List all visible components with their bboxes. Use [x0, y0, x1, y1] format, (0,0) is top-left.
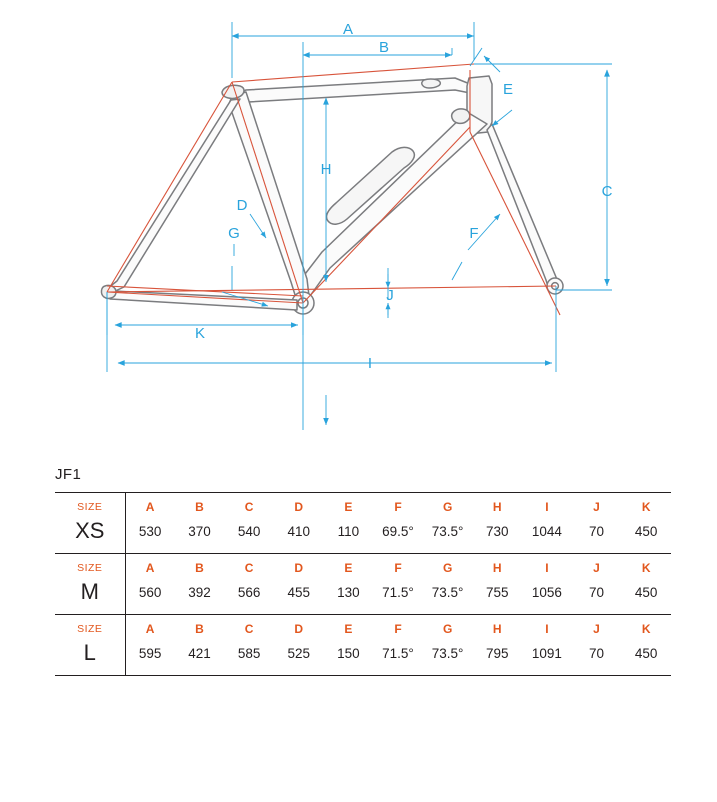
header-col-b: B	[195, 500, 204, 514]
cell-a: 595	[138, 646, 162, 661]
label-K: K	[194, 325, 206, 342]
header-col-i: I	[545, 622, 549, 636]
header-col-f: F	[394, 561, 402, 575]
label-I: I	[367, 355, 373, 372]
frame-outline	[101, 76, 563, 314]
cell-i: 1044	[531, 524, 562, 539]
cell-k: 450	[634, 524, 658, 539]
header-col-g: G	[442, 500, 453, 514]
header-col-d: D	[294, 500, 304, 514]
label-F: F	[469, 225, 479, 242]
size-value: M	[55, 578, 125, 614]
header-col-d: D	[294, 561, 304, 575]
header-col-h: H	[492, 561, 502, 575]
header-col-i: I	[545, 561, 549, 575]
header-col-b: B	[195, 622, 204, 636]
header-col-e: E	[344, 561, 353, 575]
header-col-j: J	[593, 622, 600, 636]
table-row	[55, 517, 671, 553]
label-A: A	[342, 21, 354, 38]
cell-a: 560	[138, 585, 162, 600]
cell-e: 130	[337, 585, 360, 600]
page-title: JF1	[55, 466, 82, 483]
cell-f: 69.5°	[382, 524, 414, 539]
header-col-e: E	[344, 500, 353, 514]
header-col-e: E	[344, 622, 353, 636]
header-col-g: G	[442, 561, 453, 575]
size-value: L	[55, 639, 125, 675]
cell-a: 530	[138, 524, 162, 539]
table-row	[55, 639, 671, 675]
label-C: C	[601, 183, 613, 200]
header-col-f: F	[394, 500, 402, 514]
geometry-table-xs	[55, 492, 671, 554]
cell-k: 450	[634, 585, 658, 600]
header-col-h: H	[492, 500, 502, 514]
header-col-g: G	[442, 622, 453, 636]
cell-b: 421	[188, 646, 211, 661]
geometry-table-l	[55, 615, 671, 676]
header-col-j: J	[593, 500, 600, 514]
header-col-a: A	[145, 500, 155, 514]
label-D: D	[236, 197, 248, 214]
cell-h: 755	[485, 585, 509, 600]
cell-i: 1056	[531, 585, 562, 600]
geometry-table-m	[55, 554, 671, 615]
table-row	[55, 578, 671, 614]
cell-c: 585	[237, 646, 261, 661]
cell-e: 150	[337, 646, 360, 661]
header-col-a: A	[145, 561, 155, 575]
header-col-b: B	[195, 561, 204, 575]
header-col-j: J	[593, 561, 600, 575]
cell-j: 70	[588, 524, 604, 539]
cell-h: 795	[485, 646, 509, 661]
cell-d: 410	[287, 524, 310, 539]
table-xs	[55, 493, 671, 553]
header-size: SIZE	[55, 554, 125, 578]
header-size: SIZE	[55, 615, 125, 639]
cell-j: 70	[588, 646, 604, 661]
geometry-tables	[55, 492, 671, 676]
cell-f: 71.5°	[382, 585, 414, 600]
header-col-c: C	[244, 500, 254, 514]
table-row	[55, 554, 671, 578]
cell-k: 450	[634, 646, 658, 661]
cell-i: 1091	[531, 646, 562, 661]
size-value: XS	[55, 517, 125, 553]
table-row	[55, 615, 671, 639]
header-col-d: D	[294, 622, 304, 636]
header-col-f: F	[394, 622, 402, 636]
label-H: H	[320, 161, 332, 178]
cell-h: 730	[485, 524, 509, 539]
table-row	[55, 493, 671, 517]
header-col-k: K	[641, 561, 651, 575]
label-E: E	[502, 81, 514, 98]
label-J: J	[386, 287, 394, 304]
cell-g: 73.5°	[431, 585, 464, 600]
header-col-k: K	[641, 500, 651, 514]
header-col-c: C	[244, 622, 254, 636]
cell-b: 392	[188, 585, 211, 600]
cell-c: 566	[237, 585, 261, 600]
header-col-c: C	[244, 561, 254, 575]
label-G: G	[228, 225, 240, 242]
cell-d: 455	[287, 585, 310, 600]
header-col-h: H	[492, 622, 502, 636]
cell-g: 73.5°	[431, 646, 464, 661]
header-col-k: K	[641, 622, 651, 636]
cell-c: 540	[237, 524, 261, 539]
cell-f: 71.5°	[382, 646, 414, 661]
cell-g: 73.5°	[431, 524, 464, 539]
header-size: SIZE	[55, 493, 125, 517]
table-l	[55, 615, 671, 675]
cell-d: 525	[287, 646, 310, 661]
label-B: B	[378, 39, 390, 56]
cell-b: 370	[188, 524, 211, 539]
cell-j: 70	[588, 585, 604, 600]
cell-e: 110	[337, 524, 360, 539]
header-col-a: A	[145, 622, 155, 636]
header-col-i: I	[545, 500, 549, 514]
table-m	[55, 554, 671, 614]
